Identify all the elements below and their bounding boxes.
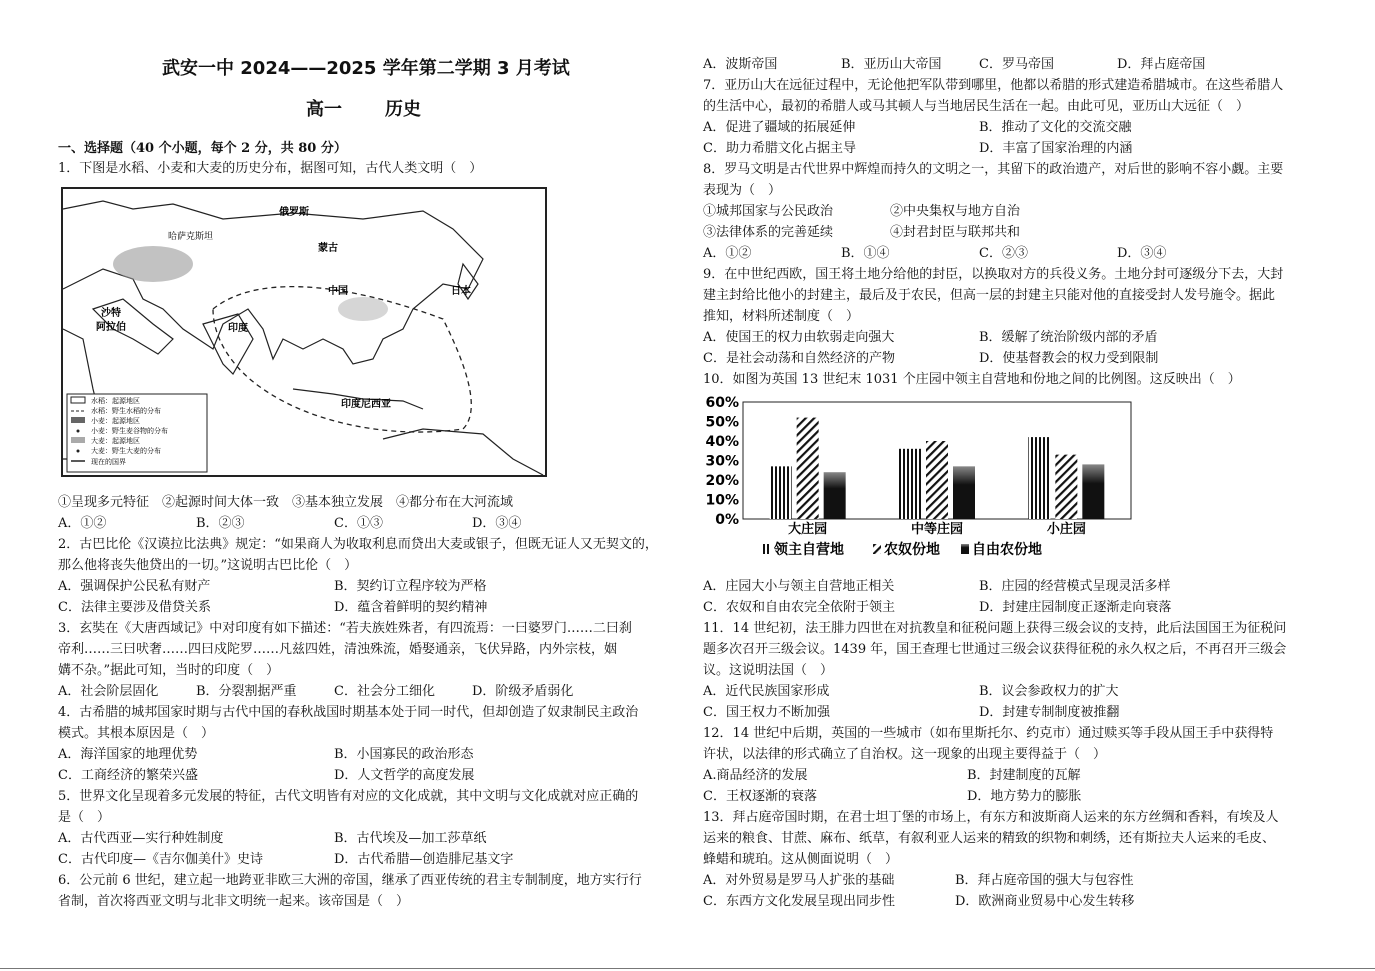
map-label-china: 中国 bbox=[328, 286, 348, 297]
q10-stem: 10．如图为英国 13 世纪末 1031 个庄园中领主自营地和份地之间的比例图。这反映出（ ） bbox=[703, 372, 1241, 387]
q3-option-b: B．分裂割据严重 bbox=[196, 684, 297, 699]
q3-option-c: C．社会分工细化 bbox=[334, 684, 435, 699]
q7-option-d: D．丰富了国家治理的内涵 bbox=[979, 141, 1133, 156]
q11-line-2: 题多次召开三级会议。1439 年，国王查理七世通过三级会议获得征税的永久权之后，不再召开三级会 bbox=[703, 642, 1287, 657]
y-tick-label: 20% bbox=[705, 473, 739, 489]
q4-option-d: D．人文哲学的高度发展 bbox=[334, 768, 475, 783]
q3-option-a: A．社会阶层固化 bbox=[58, 684, 159, 699]
q13-line-2: 运来的粮食、甘蔗、麻布、纸草，有叙利亚人运来的精致的织物和刺绣，还有斯拉夫人运来的毛皮、 bbox=[703, 831, 1276, 846]
crop-distribution-map bbox=[61, 187, 547, 477]
bar-0-1 bbox=[797, 418, 819, 519]
q13-option-a: A．对外贸易是罗马人扩张的基础 bbox=[703, 873, 895, 888]
q1-option-a: A．①② bbox=[58, 516, 107, 531]
page-bottom-rule bbox=[0, 968, 1375, 969]
q8-option-b: B．①④ bbox=[841, 246, 890, 261]
legend-label-2: 自由农份地 bbox=[972, 542, 1042, 558]
q1-stem: 1．下图是水稻、小麦和大麦的历史分布，据图可知，古代人类文明（ ） bbox=[58, 161, 483, 176]
q8-option-a: A．①② bbox=[703, 246, 752, 261]
q5-option-d: D．古代希腊—创造腓尼基文字 bbox=[334, 852, 514, 867]
q4-option-c: C．工商经济的繁荣兴盛 bbox=[58, 768, 198, 783]
subject-label: 历史 bbox=[385, 99, 421, 120]
y-axis-ticks bbox=[705, 395, 739, 528]
x-axis-labels bbox=[788, 521, 1086, 537]
q6-option-a: A．波斯帝国 bbox=[703, 57, 778, 72]
map-label-japan: 日本 bbox=[451, 286, 471, 297]
q4-line-2: 模式。其根本原因是（ ） bbox=[58, 726, 215, 741]
grade-label: 高一 bbox=[306, 99, 342, 120]
q5-option-b: B．古代埃及—加工莎草纸 bbox=[334, 831, 487, 846]
q8-option-d: D．③④ bbox=[1117, 246, 1167, 261]
y-tick-label: 40% bbox=[705, 434, 739, 450]
legend-label-1: 农奴份地 bbox=[884, 542, 940, 558]
q10-option-d: D．封建庄园制度正逐渐走向衰落 bbox=[979, 600, 1172, 615]
q2-option-a: A．强调保护公民私有财产 bbox=[58, 579, 211, 594]
q9-line-2: 建主封给比他小的封建主，最后及于农民，但高一层的封建主只能对他的直接受封人发号施令。据此 bbox=[703, 288, 1276, 303]
q2-option-b: B．契约订立程序较为严格 bbox=[334, 579, 487, 594]
bar-2-1 bbox=[1055, 455, 1077, 519]
legend-item-6: 大麦：野生大麦的分布 bbox=[91, 447, 161, 455]
section-heading: 一、选择题（40 个小题，每个 2 分，共 80 分） bbox=[58, 141, 347, 156]
q4-option-a: A．海洋国家的地理优势 bbox=[58, 747, 198, 762]
q2-line-2: 那么他将丧失他贷出的一切。”这说明古巴比伦（ ） bbox=[58, 558, 358, 573]
q8-line-1: 8．罗马文明是古代世界中辉煌而持久的文明之一，其留下的政治遗产，对后世的影响不容小觑。主要 bbox=[703, 162, 1284, 177]
q12-option-c: C．王权逐渐的衰落 bbox=[703, 789, 817, 804]
bar-2-2 bbox=[1082, 464, 1104, 519]
q13-line-3: 蜂蜡和琥珀。这从侧面说明（ ） bbox=[703, 852, 899, 867]
q13-option-b: B．拜占庭帝国的强大与包容性 bbox=[955, 873, 1134, 888]
q1-option-c: C．①③ bbox=[334, 516, 383, 531]
q9-line-3: 推知，材料所述制度（ ） bbox=[703, 309, 860, 324]
bar-1-0 bbox=[899, 449, 921, 519]
map-label-russia: 俄罗斯 bbox=[279, 207, 309, 218]
bar-0-0 bbox=[770, 466, 792, 519]
q12-option-a: A.商品经济的发展 bbox=[703, 768, 808, 783]
legend-swatch-0 bbox=[763, 544, 771, 554]
q4-option-b: B．小国寡民的政治形态 bbox=[334, 747, 474, 762]
q1-option-d: D．③④ bbox=[472, 516, 522, 531]
page-title: 武安一中 2024——2025 学年第二学期 3 月考试 bbox=[162, 58, 570, 79]
q7-line-1: 7．亚历山大在远征过程中，无论他把军队带到哪里，他都以希腊的形式建造希腊城市。在这些希腊人 bbox=[703, 78, 1284, 93]
q11-option-d: D．封建专制制度被推翻 bbox=[979, 705, 1120, 720]
q5-line-2: 是（ ） bbox=[58, 810, 111, 825]
legend-item-3: 小麦：起源地区 bbox=[91, 417, 140, 425]
q3-line-1: 3．玄奘在《大唐西域记》中对印度有如下描述：“若夫族姓殊者，有四流焉：一曰婆罗门……二曰刹 bbox=[58, 621, 632, 636]
q11-option-b: B．议会参政权力的扩大 bbox=[979, 684, 1119, 699]
y-tick-label: 30% bbox=[705, 453, 739, 470]
q11-option-a: A．近代民族国家形成 bbox=[703, 684, 830, 699]
legend-item-2: 水稻：野生水稻的分布 bbox=[91, 407, 161, 415]
q8-statement-2: ②中央集权与地方自治 bbox=[890, 204, 1021, 219]
x-tick-label: 大庄园 bbox=[788, 522, 828, 537]
chart-svg bbox=[703, 392, 1135, 564]
q11-line-3: 议。这说明法国（ ） bbox=[703, 663, 834, 678]
legend-swatch-1 bbox=[873, 544, 881, 554]
q9-line-1: 9．在中世纪西欧，国王将土地分给他的封臣，以换取对方的兵役义务。土地分封可逐级分下去，大封 bbox=[703, 267, 1284, 282]
legend-item-7: 现在的国界 bbox=[91, 458, 126, 466]
q6-option-d: D．拜占庭帝国 bbox=[1117, 57, 1206, 72]
legend-label-0: 领主自营地 bbox=[774, 542, 844, 558]
q8-statement-1: ①城邦国家与公民政治 bbox=[703, 204, 834, 219]
q1-option-b: B．②③ bbox=[196, 516, 245, 531]
q12-line-1: 12．14 世纪中后期，英国的一些城市（如布里斯托尔、约克市）通过赎买等手段从国王手中获得特 bbox=[703, 726, 1274, 741]
q7-option-a: A．促进了疆域的拓展延伸 bbox=[703, 120, 856, 135]
q13-line-1: 13．拜占庭帝国时期，在君士坦丁堡的市场上，有东方和波斯商人运来的东方丝绸和香料，有埃及人 bbox=[703, 810, 1279, 825]
q11-line-1: 11．14 世纪初，法王腓力四世在对抗教皇和征税问题上获得三级会议的支持，此后法国国王为征税问 bbox=[703, 621, 1287, 636]
q8-statement-4: ④封君封臣与联邦共和 bbox=[890, 225, 1021, 240]
chart-bars bbox=[770, 418, 1105, 519]
map-label-kazakh: 哈萨克斯坦 bbox=[168, 232, 214, 242]
map-svg bbox=[63, 189, 545, 475]
legend-item-1: 水稻：起源地区 bbox=[91, 397, 140, 405]
q6-option-c: C．罗马帝国 bbox=[979, 57, 1054, 72]
rice-origin-region bbox=[338, 297, 388, 321]
q4-line-1: 4．古希腊的城邦国家时期与古代中国的春秋战国时期基本处于同一时代，但却创造了奴隶制民主政治 bbox=[58, 705, 639, 720]
bar-1-2 bbox=[953, 466, 975, 519]
q8-line-2: 表现为（ ） bbox=[703, 183, 782, 198]
q12-option-d: D．地方势力的膨胀 bbox=[967, 789, 1082, 804]
q5-option-c: C．古代印度—《吉尔伽美什》史诗 bbox=[58, 852, 263, 867]
x-tick-label: 小庄园 bbox=[1046, 522, 1086, 537]
q7-option-b: B．推动了文化的交流交融 bbox=[979, 120, 1132, 135]
x-tick-label: 中等庄园 bbox=[910, 522, 964, 537]
manor-ratio-chart bbox=[703, 392, 1135, 564]
y-tick-label: 10% bbox=[705, 492, 739, 509]
map-label-india: 印度 bbox=[228, 323, 248, 334]
q9-option-a: A．使国王的权力由软弱走向强大 bbox=[703, 330, 895, 345]
q10-option-c: C．农奴和自由农完全依附于领主 bbox=[703, 600, 895, 615]
legend-item-4: 小麦：野生麦谷物的分布 bbox=[91, 427, 168, 435]
wheat-origin-region bbox=[113, 246, 193, 282]
q6-line-1: 6．公元前 6 世纪，建立起一地跨亚非欧三大洲的帝国，继承了西亚传统的君主专制制度，地方实行行 bbox=[58, 873, 642, 888]
legend-swatch-2 bbox=[961, 544, 969, 554]
q10-option-a: A．庄园大小与领主自营地正相关 bbox=[703, 579, 895, 594]
australia-coast bbox=[383, 429, 543, 475]
q7-option-c: C．助力希腊文化占据主导 bbox=[703, 141, 856, 156]
y-tick-label: 0% bbox=[715, 512, 739, 528]
q6-option-b: B．亚历山大帝国 bbox=[841, 57, 942, 72]
q3-line-3: 媾不杂。”据此可知，当时的印度（ ） bbox=[58, 663, 280, 678]
map-label-indonesia: 印度尼西亚 bbox=[341, 399, 391, 410]
map-label-saudi-1: 沙特 bbox=[101, 308, 121, 319]
q9-option-d: D．使基督教会的权力受到限制 bbox=[979, 351, 1159, 366]
q2-line-1: 2．古巴比伦《汉谟拉比法典》规定：“如果商人为收取利息而贷出大麦或银子，但既无证人又无契文的， bbox=[58, 537, 658, 552]
q5-option-a: A．古代西亚—实行种姓制度 bbox=[58, 831, 224, 846]
y-tick-label: 50% bbox=[705, 414, 739, 431]
q1-statements: ①呈现多元特征 ②起源时间大体一致 ③基本独立发展 ④都分布在大河流域 bbox=[58, 495, 514, 510]
q10-option-b: B．庄园的经营模式呈现灵活多样 bbox=[979, 579, 1171, 594]
q6-line-2: 省制，首次将西亚文明与北非文明统一起来。该帝国是（ ） bbox=[58, 894, 410, 909]
bar-2-0 bbox=[1028, 437, 1050, 519]
q12-line-2: 许状，以法律的形式确立了自治权。这一现象的出现主要得益于（ ） bbox=[703, 747, 1107, 762]
y-tick-label: 60% bbox=[705, 395, 739, 411]
map-label-mongolia: 蒙古 bbox=[318, 243, 338, 254]
q3-option-d: D．阶级矛盾弱化 bbox=[472, 684, 574, 699]
q11-option-c: C．国王权力不断加强 bbox=[703, 705, 830, 720]
q13-option-d: D．欧洲商业贸易中心发生转移 bbox=[955, 894, 1135, 909]
q12-option-b: B．封建制度的瓦解 bbox=[967, 768, 1081, 783]
bar-1-1 bbox=[926, 441, 948, 519]
q5-line-1: 5．世界文化呈现着多元发展的特征，古代文明皆有对应的文化成就，其中文明与文化成就对应正确的 bbox=[58, 789, 639, 804]
q9-option-c: C．是社会动荡和自然经济的产物 bbox=[703, 351, 895, 366]
bar-0-2 bbox=[824, 472, 846, 519]
map-label-saudi-2: 阿拉伯 bbox=[96, 322, 126, 333]
q2-option-c: C．法律主要涉及借贷关系 bbox=[58, 600, 211, 615]
eurasia-coast bbox=[63, 201, 483, 364]
q8-statement-3: ③法律体系的完善延续 bbox=[703, 225, 834, 240]
q3-line-2: 帝利……三曰吠奢……四曰戍陀罗……凡兹四姓，清浊殊流，婚娶通亲，飞伏异路，内外宗枝，姻 bbox=[58, 642, 618, 657]
q13-option-c: C．东西方文化发展呈现出同步性 bbox=[703, 894, 895, 909]
q8-option-c: C．②③ bbox=[979, 246, 1028, 261]
legend-item-5: 大麦：起源地区 bbox=[91, 437, 140, 445]
q7-line-2: 的生活中心，最初的希腊人或马其顿人与当地居民生活在一起。由此可见，亚历山大远征（ ） bbox=[703, 99, 1250, 114]
chart-legend bbox=[763, 541, 1042, 558]
q2-option-d: D．蕴含着鲜明的契约精神 bbox=[334, 600, 488, 615]
q9-option-b: B．缓解了统治阶级内部的矛盾 bbox=[979, 330, 1158, 345]
